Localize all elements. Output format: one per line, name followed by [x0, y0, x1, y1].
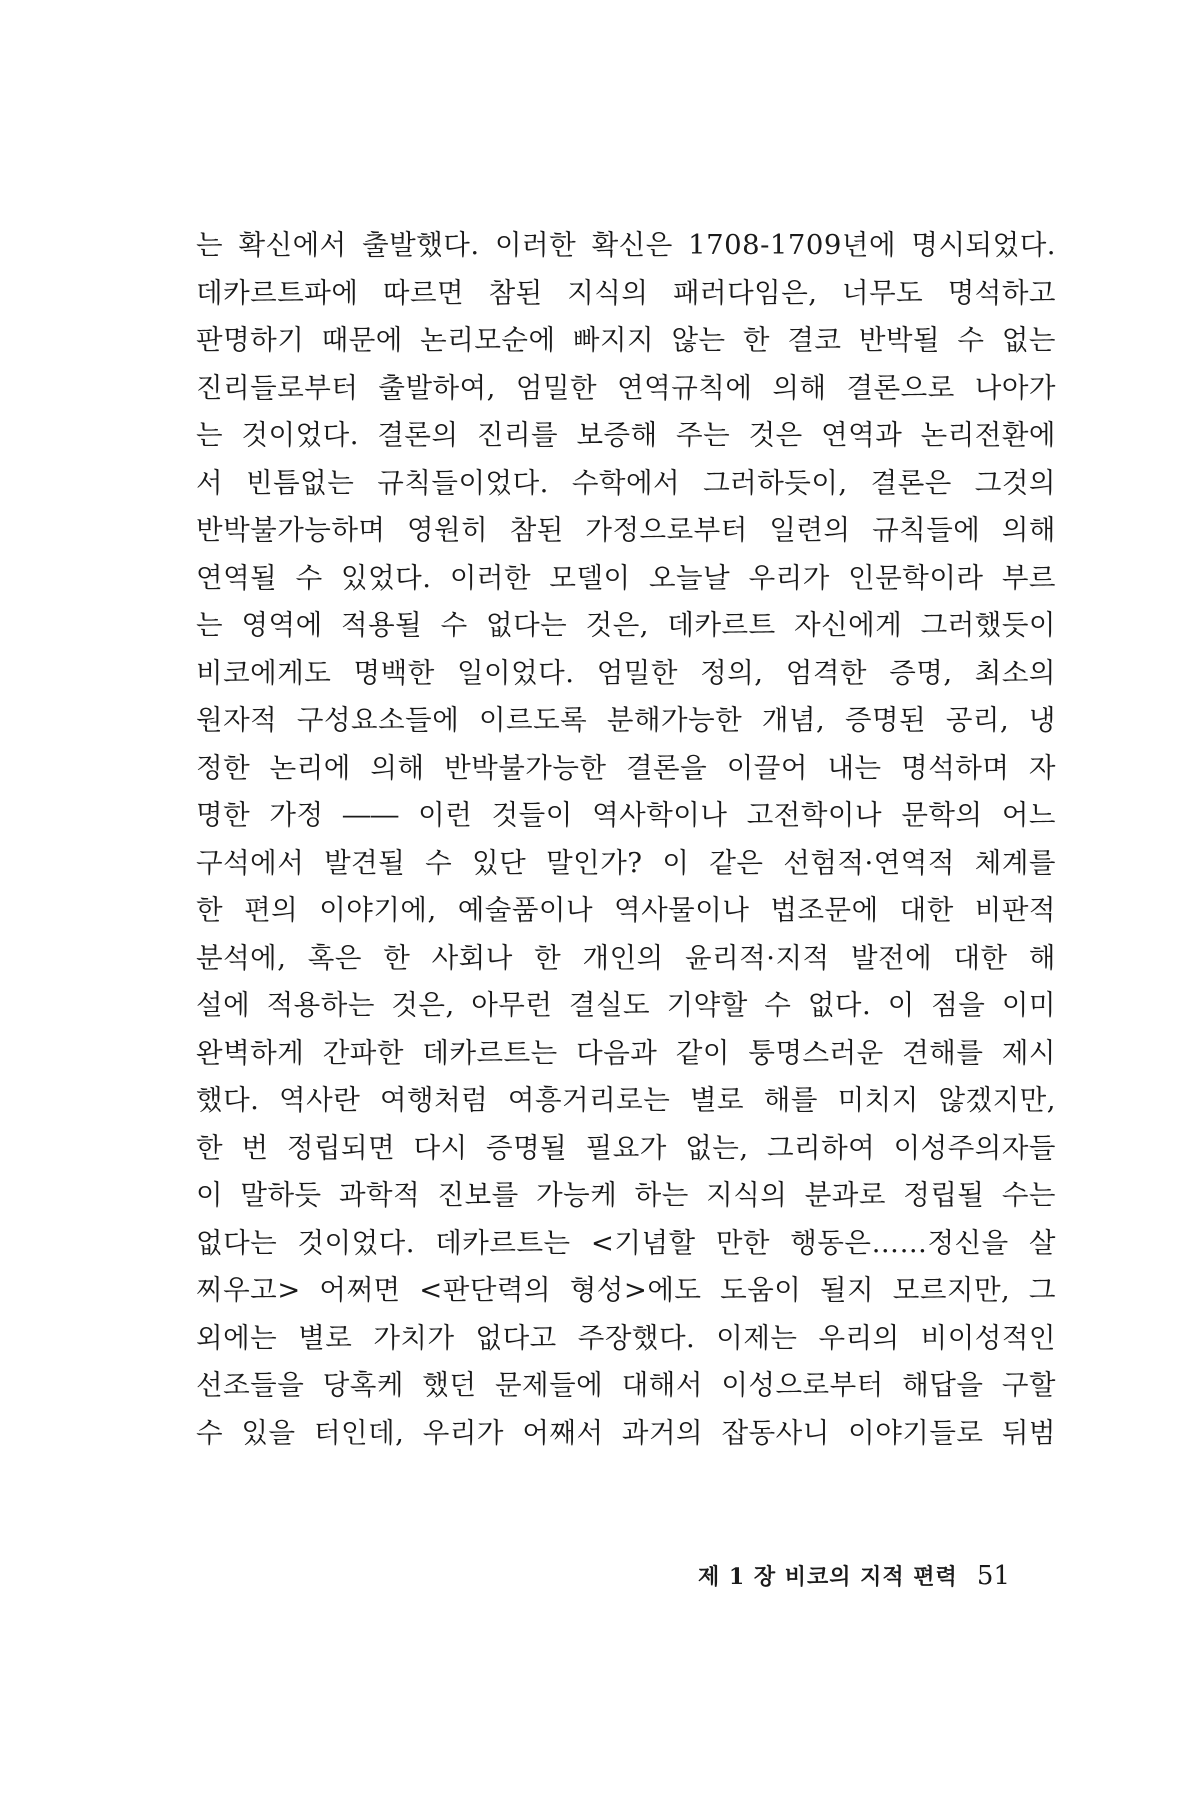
text-line: 이 말하듯 과학적 진보를 가능케 하는 지식의 분과로 정립될 수는 [196, 1179, 1056, 1211]
text-line: 명한 가정 ―― 이런 것들이 역사학이나 고전학이나 문학의 어느 [196, 799, 1056, 831]
text-line: 는 확신에서 출발했다. 이러한 확신은 1708-1709년에 명시되었다. [196, 229, 1056, 261]
text-line: 서 빈틈없는 규칙들이었다. 수학에서 그러하듯이, 결론은 그것의 [196, 466, 1056, 499]
text-line: 완벽하게 간파한 데카르트는 다음과 같이 퉁명스러운 견해를 제시 [196, 1036, 1056, 1069]
text-line: 반박불가능하며 영원히 참된 가정으로부터 일련의 규칙들에 의해 [196, 514, 1056, 546]
text-line: 진리들로부터 출발하여, 엄밀한 연역규칙에 의해 결론으로 나아가 [196, 371, 1056, 404]
text-line: 선조들을 당혹케 했던 문제들에 대해서 이성으로부터 해답을 구할 [196, 1369, 1056, 1401]
text-line: 원자적 구성요소들에 이르도록 분해가능한 개념, 증명된 공리, 냉 [196, 704, 1056, 736]
page-footer [690, 1556, 1010, 1596]
text-line: 정한 논리에 의해 반박불가능한 결론을 이끌어 내는 명석하며 자 [196, 751, 1056, 784]
running-head: 제 1 장 비코의 지적 편력 [697, 1564, 958, 1590]
text-line: 설에 적용하는 것은, 아무런 결실도 기약할 수 없다. 이 점을 이미 [196, 989, 1056, 1021]
body-text [196, 222, 1056, 1457]
text-line: 비코에게도 명백한 일이었다. 엄밀한 정의, 엄격한 증명, 최소의 [196, 656, 1056, 689]
text-line: 찌우고> 어쩌면 <판단력의 형성>에도 도움이 될지 모르지만, 그 [196, 1274, 1056, 1306]
text-line: 판명하기 때문에 논리모순에 빠지지 않는 한 결코 반박될 수 없는 [196, 324, 1056, 356]
text-line: 했다. 역사란 여행처럼 여흥거리로는 별로 해를 미치지 않겠지만, [196, 1084, 1056, 1116]
text-line: 연역될 수 있었다. 이러한 모델이 오늘날 우리가 인문학이라 부르 [196, 561, 1056, 594]
text-line: 는 영역에 적용될 수 없다는 것은, 데카르트 자신에게 그러했듯이 [196, 609, 1056, 641]
text-line: 구석에서 발견될 수 있단 말인가? 이 같은 선험적·연역적 체계를 [196, 846, 1056, 879]
text-line: 분석에, 혹은 한 사회나 한 개인의 윤리적·지적 발전에 대한 해 [196, 941, 1056, 974]
text-line: 없다는 것이었다. 데카르트는 <기념할 만한 행동은……정신을 살 [196, 1226, 1056, 1259]
text-line: 한 번 정립되면 다시 증명될 필요가 없는, 그리하여 이성주의자들 [196, 1131, 1056, 1164]
text-line: 수 있을 터인데, 우리가 어째서 과거의 잡동사니 이야기들로 뒤범 [196, 1416, 1056, 1449]
text-line: 외에는 별로 가치가 없다고 주장했다. 이제는 우리의 비이성적인 [196, 1321, 1056, 1354]
text-line: 한 편의 이야기에, 예술품이나 역사물이나 법조문에 대한 비판적 [196, 894, 1056, 926]
page-number: 51 [976, 1561, 1010, 1591]
text-line: 는 것이었다. 결론의 진리를 보증해 주는 것은 연역과 논리전환에 [196, 419, 1056, 451]
text-line: 데카르트파에 따르면 참된 지식의 패러다임은, 너무도 명석하고 [196, 276, 1056, 309]
